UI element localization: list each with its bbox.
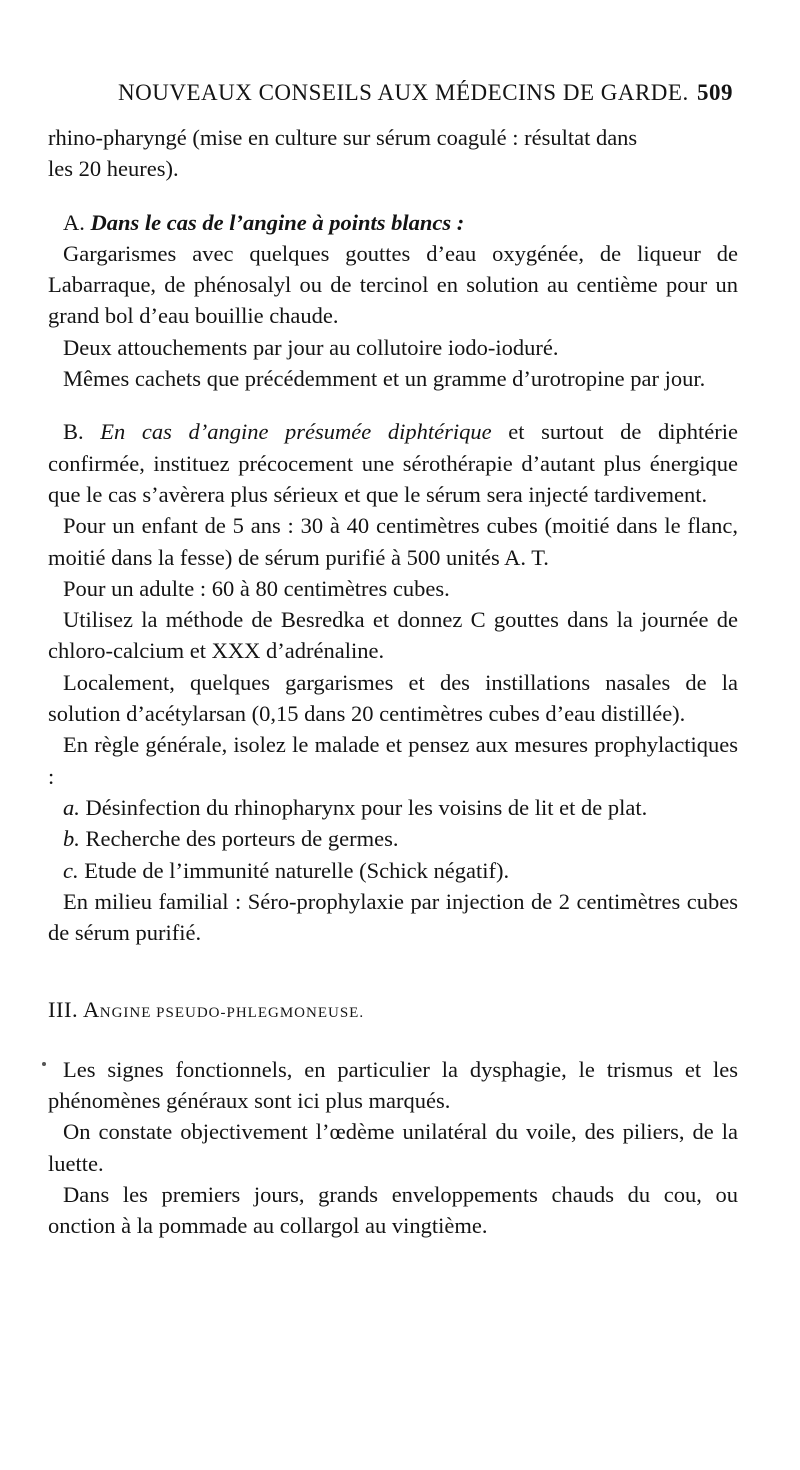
paragraph: Pour un enfant de 5 ans : 30 à 40 centimètres cubes (moitié dans le flanc, moitié dans la fesse) de sérum purifié à 500 unités A. T. — [48, 513, 738, 570]
paragraph: On constate objectivement l’œdème unilatéral du voile, des piliers, de la luette. — [48, 1119, 738, 1176]
paragraph-continuation — [48, 122, 738, 185]
list-text: Etude de l’immunité naturelle (Schick négatif). — [84, 857, 510, 883]
item-label: A. — [63, 209, 85, 235]
subheading-title: Dans le cas de l’angine à points blancs : — [90, 209, 465, 235]
paragraph: Gargarismes avec quelques gouttes d’eau oxygénée, de liqueur de Labarraque, de phénosalyl ou de tercinol en solution au centième pour un grand bol d’eau bouillie chaude. — [48, 240, 738, 329]
paragraph: En règle générale, isolez le malade et pensez aux mesures prophylactiques : — [48, 732, 738, 789]
paragraph: Deux attouchements par jour au collutoire iodo-ioduré. — [63, 334, 559, 360]
section-numeral: III. — [48, 997, 79, 1023]
section-initial: A — [83, 997, 100, 1023]
section-heading — [48, 994, 738, 1029]
list-item — [48, 823, 738, 854]
section-title: NGINE PSEUDO-PHLEGMONEUSE. — [99, 1005, 365, 1022]
list-label: b. — [63, 826, 80, 852]
running-header — [0, 76, 800, 112]
paragraph-text: et surtout de diphtérie confirmée, instituez précocement une sérothérapie d’autant plus énergique que le cas s’avèrera plus sérieux et que le sérum sera injecté tardivement. — [48, 419, 738, 507]
print-speck — [42, 1062, 46, 1066]
paragraph: Mêmes cachets que précédemment et un gramme d’urotropine par jour. — [63, 366, 706, 392]
body-text — [48, 122, 738, 1242]
paragraph: Pour un adulte : 60 à 80 centimètres cubes. — [63, 575, 450, 601]
list-label: a. — [63, 794, 80, 820]
paragraph: Utilisez la méthode de Besredka et donnez C gouttes dans la journée de chloro-calcium et XXX d’adrénaline. — [48, 607, 738, 664]
item-label: B. — [63, 419, 84, 445]
list-text: Recherche des porteurs de germes. — [85, 826, 399, 852]
page-number: 509 — [697, 80, 733, 105]
list-item — [48, 855, 738, 886]
paragraph: Localement, quelques gargarismes et des instillations nasales de la solution d’acétylarsan (0,15 dans 20 centimètres cubes d’eau distillée). — [48, 669, 738, 727]
subheading-b — [48, 416, 738, 510]
list-label: c. — [63, 857, 79, 883]
paragraph: Les signes fonctionnels, en particulier la dysphagie, le trismus et les phénomènes généraux sont ici plus marqués. — [48, 1056, 738, 1114]
list-item — [48, 792, 738, 823]
text-line: les 20 heures). — [48, 156, 179, 182]
subheading-a — [48, 207, 738, 238]
text-line: rhino-pharyngé (mise en culture sur sérum coagulé : résultat dans — [48, 125, 638, 150]
list-text: Désinfection du rhinopharynx pour les voisins de lit et de plat. — [85, 794, 648, 820]
paragraph: Dans les premiers jours, grands enveloppements chauds du cou, ou onction à la pommade au collargol au vingtième. — [48, 1181, 738, 1239]
running-title: NOUVEAUX CONSEILS AUX MÉDECINS DE GARDE. — [118, 80, 689, 105]
subheading-title: En cas d’angine présumée diphtérique — [100, 419, 492, 445]
paragraph: En milieu familial : Séro-prophylaxie par injection de 2 centimètres cubes de sérum purifié. — [48, 888, 738, 946]
